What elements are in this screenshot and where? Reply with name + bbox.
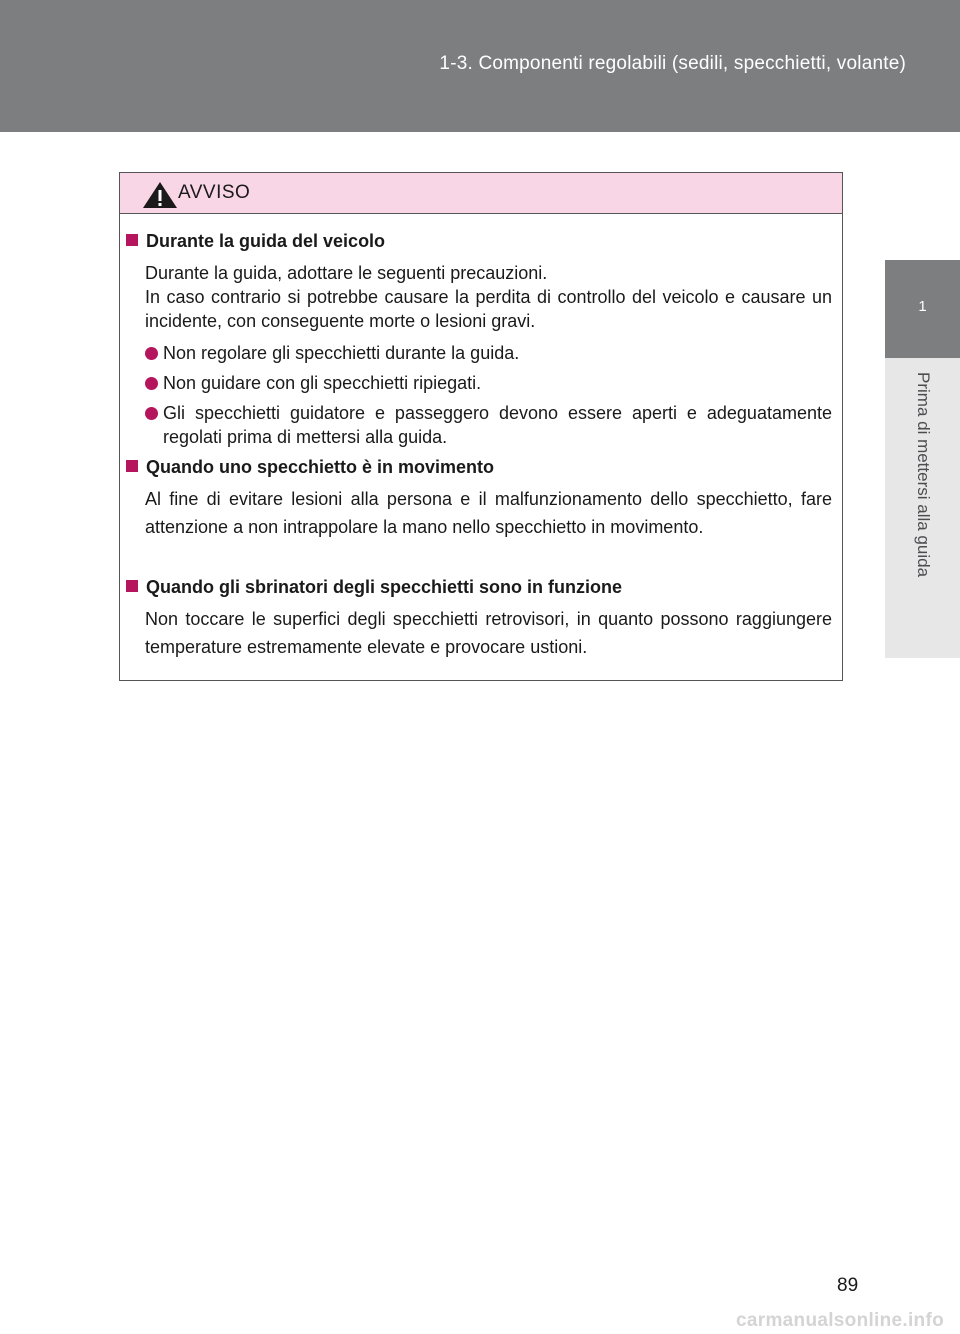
chapter-tab [885, 260, 960, 358]
warning-triangle-icon [142, 181, 178, 209]
circle-bullet-icon [145, 407, 158, 420]
watermark-text: carmanualsonline.info [736, 1310, 944, 1331]
chapter-label: Prima di mettersi alla guida [914, 372, 933, 578]
section-heading: Quando gli sbrinatori degli specchietti sono in funzione [126, 577, 622, 598]
square-bullet-icon [126, 234, 138, 246]
page-number: 89 [837, 1275, 859, 1296]
section-heading: Durante la guida del veicolo [126, 231, 385, 252]
list-item: Non regolare gli specchietti durante la guida. [145, 341, 832, 365]
warning-header [120, 173, 842, 214]
chapter-number: 1 [918, 298, 927, 315]
section-body: Al fine di evitare lesioni alla persona e il malfunzionamento dello specchietto, fare attenzione a non intrappolare la mano nello specchietto in movimento. [145, 489, 832, 537]
list-item: Non guidare con gli specchietti ripiegati. [145, 371, 832, 395]
header-bar [0, 0, 960, 132]
circle-bullet-icon [145, 347, 158, 360]
section-heading: Quando uno specchietto è in movimento [126, 457, 494, 478]
square-bullet-icon [126, 460, 138, 472]
list-item: Gli specchietti guidatore e passeggero devono essere aperti e adeguatamente regolati prima di mettersi alla guida. [145, 401, 832, 449]
circle-bullet-icon [145, 377, 158, 390]
chapter-label-tab [885, 358, 960, 658]
section-intro: Durante la guida, adottare le seguenti precauzioni. In caso contrario si potrebbe causare la perdita di controllo del veicolo e causare un incidente, con conseguente morte o lesioni gravi. [145, 263, 832, 331]
square-bullet-icon [126, 580, 138, 592]
section-body: Non toccare le superfici degli specchietti retrovisori, in quanto possono raggiungere temperature estremamente elevate e provocare ustioni. [145, 609, 832, 657]
warning-box [119, 172, 843, 681]
section-title: 1-3. Componenti regolabili (sedili, specchietti, volante) [439, 53, 906, 74]
warning-title: AVVISO [178, 182, 251, 203]
watermark [0, 1310, 960, 1334]
